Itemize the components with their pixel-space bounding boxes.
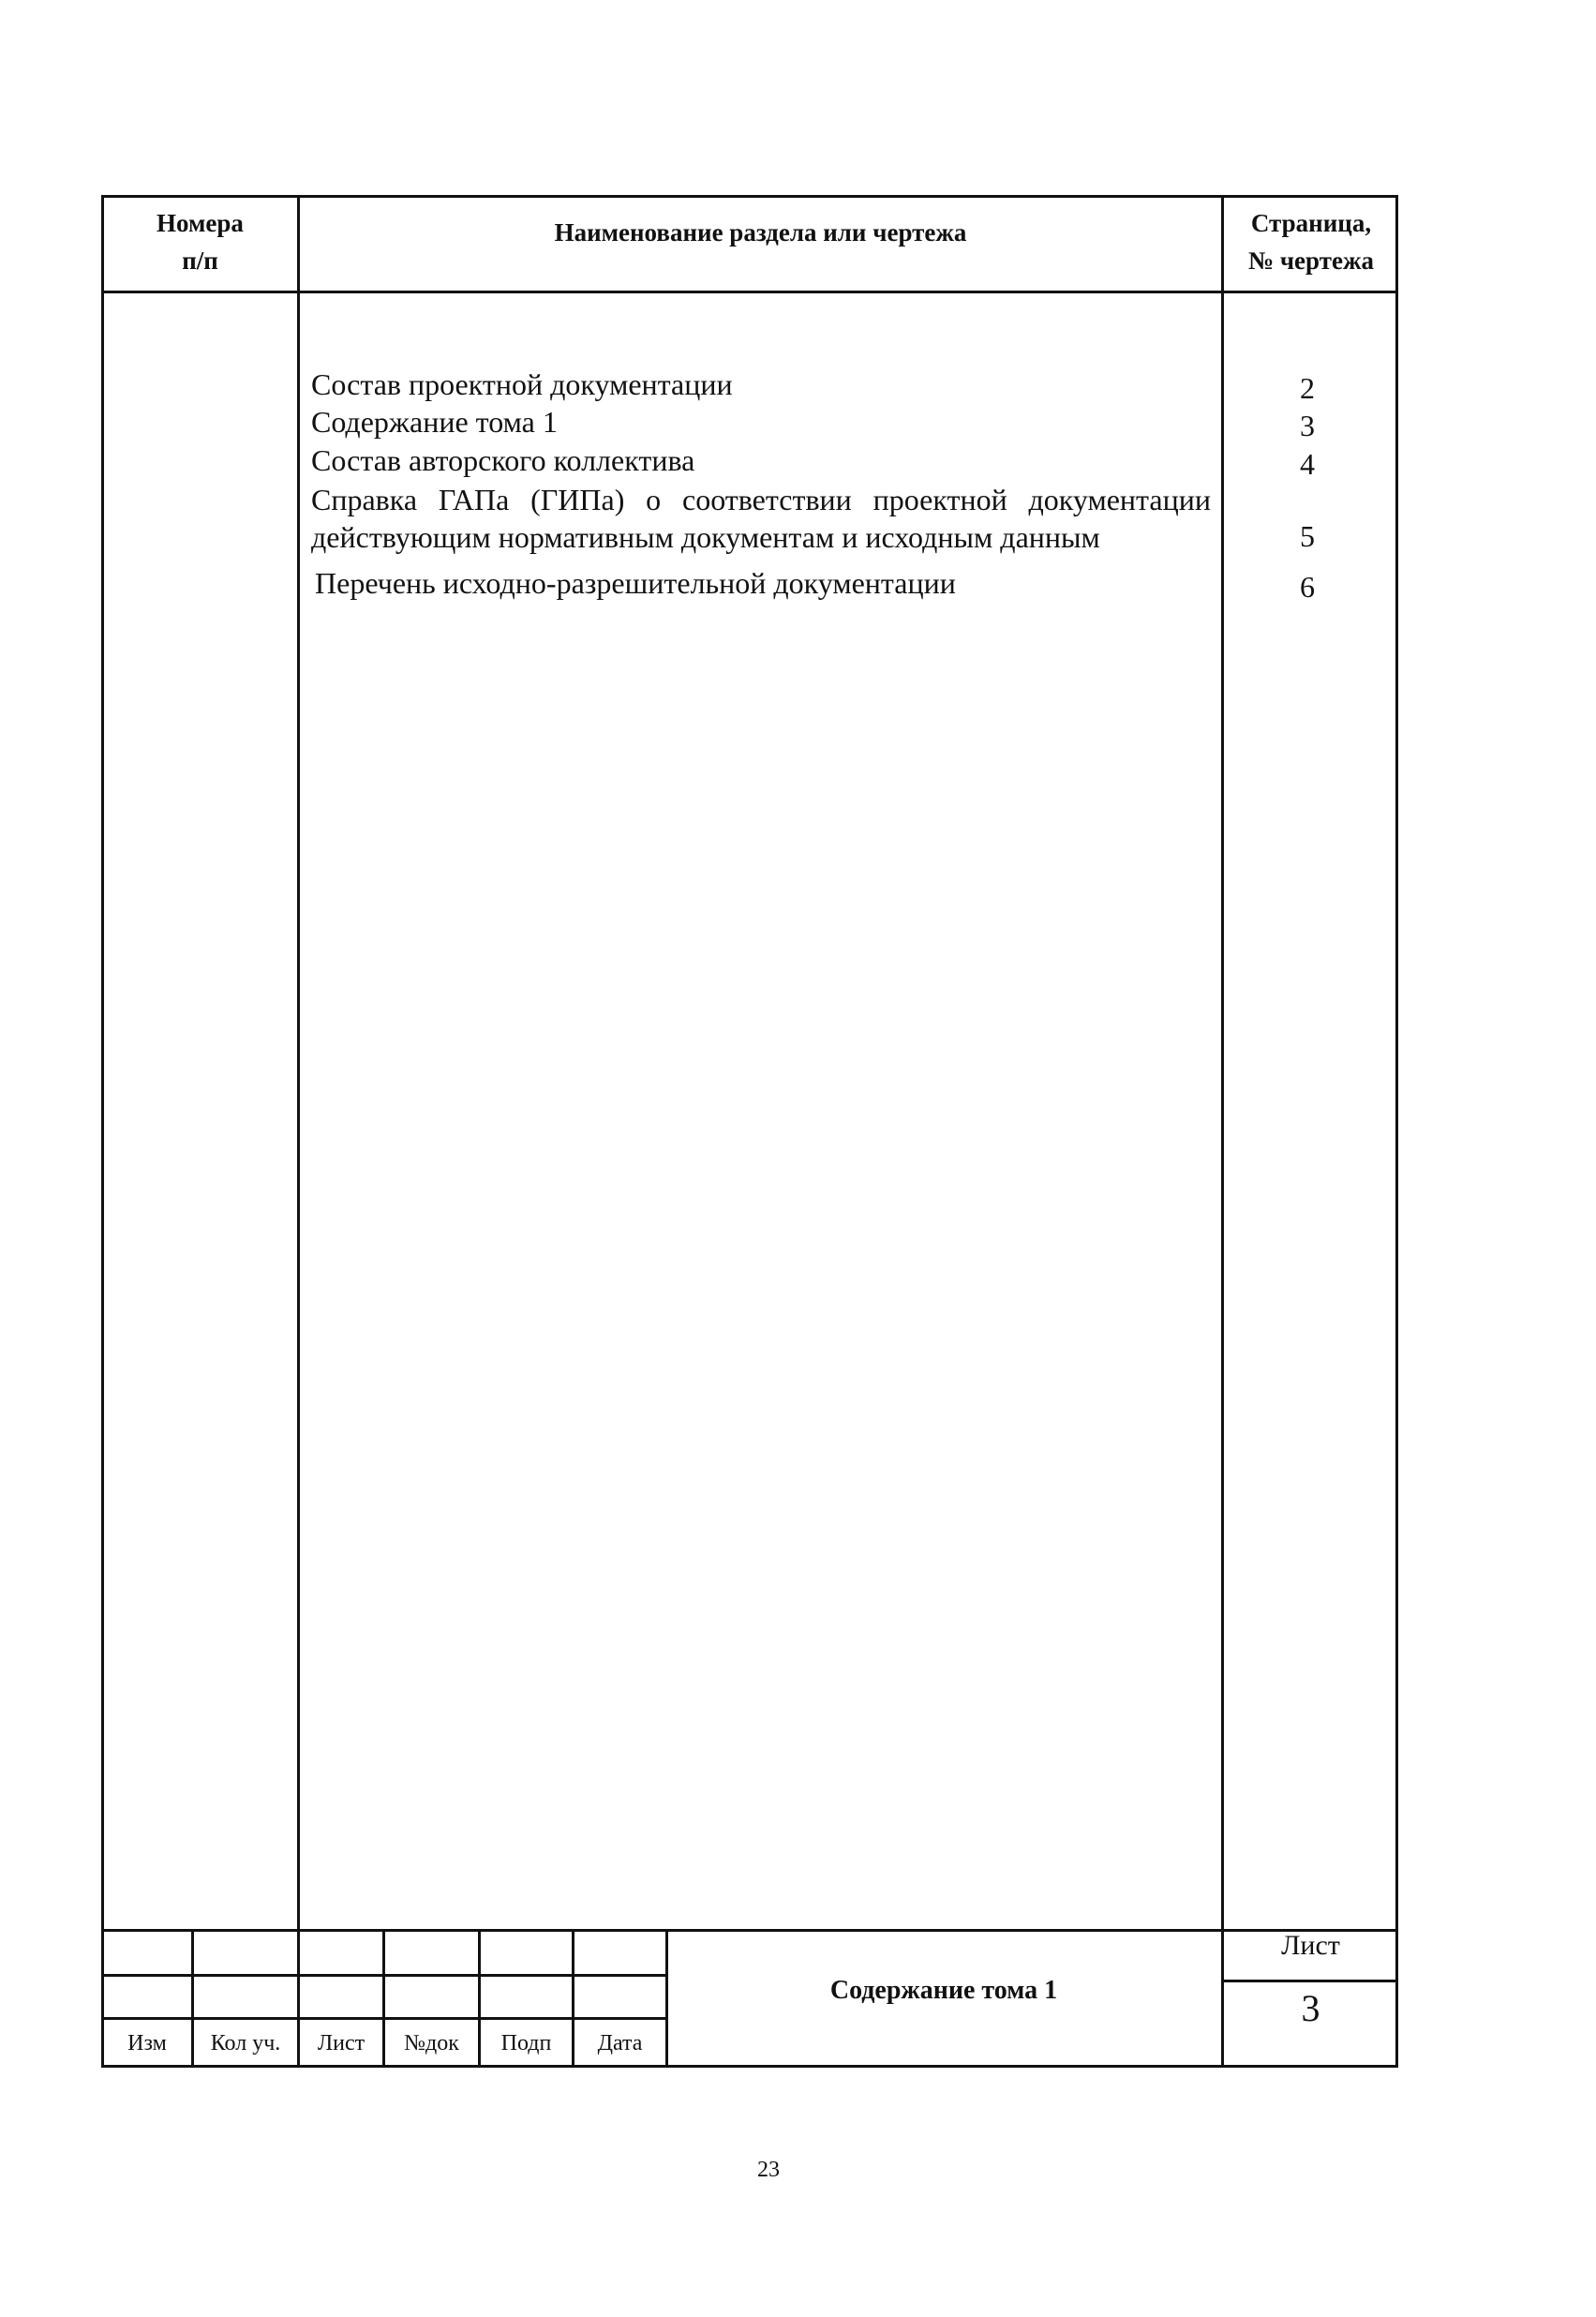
header-page-column — [1224, 204, 1398, 279]
contents-entry-page: 2 — [1300, 371, 1315, 405]
header-number-line2: п/п — [182, 247, 218, 275]
column-divider-page — [1221, 195, 1224, 2068]
header-page-line1: Страница, — [1250, 209, 1372, 237]
header-number-line1: Номера — [157, 209, 244, 237]
stamp-label-list: Лист — [317, 2031, 365, 2055]
contents-entry: Перечень исходно-разрешительной документации — [315, 566, 956, 600]
stamp-label-ndok: №док — [404, 2031, 459, 2055]
header-page-line2: № чертежа — [1247, 247, 1375, 275]
header-number-column — [103, 204, 297, 279]
document-frame — [101, 195, 1398, 2068]
contents-entry-line1: Справка ГАПа (ГИПа) о соответствии проектной документации — [311, 483, 1211, 516]
stamp-sheet-label: Лист — [1281, 1930, 1340, 1961]
contents-entry-page: 6 — [1300, 570, 1315, 604]
contents-entry: Состав проектной документации — [311, 367, 733, 401]
column-divider-number — [297, 195, 300, 2068]
stamp-sheet-line — [1221, 1980, 1398, 1982]
contents-entry: Содержание тома 1 — [311, 405, 558, 439]
contents-entry-page: 3 — [1300, 409, 1315, 442]
contents-entry-page: 5 — [1300, 519, 1315, 553]
contents-entry-line2: действующим нормативным документам и исходным данным — [311, 520, 1100, 554]
header-name-column: Наименование раздела или чертежа — [554, 218, 967, 247]
stamp-label-data: Дата — [597, 2031, 643, 2055]
contents-entry: Состав авторского коллектива — [311, 443, 695, 477]
stamp-title: Содержание тома 1 — [829, 1976, 1058, 2005]
stamp-label-kol-uch: Кол уч. — [210, 2031, 281, 2055]
contents-entry-page: 4 — [1300, 447, 1315, 481]
stamp-sheet-number: 3 — [1301, 1987, 1320, 2029]
stamp-label-izm: Изм — [127, 2031, 167, 2055]
contents-entry-multiline — [311, 481, 1211, 556]
header-separator — [101, 291, 1398, 293]
stamp-top-line — [101, 1929, 1398, 1932]
page-number: 23 — [757, 2158, 780, 2182]
stamp-label-podp: Подп — [500, 2031, 552, 2055]
